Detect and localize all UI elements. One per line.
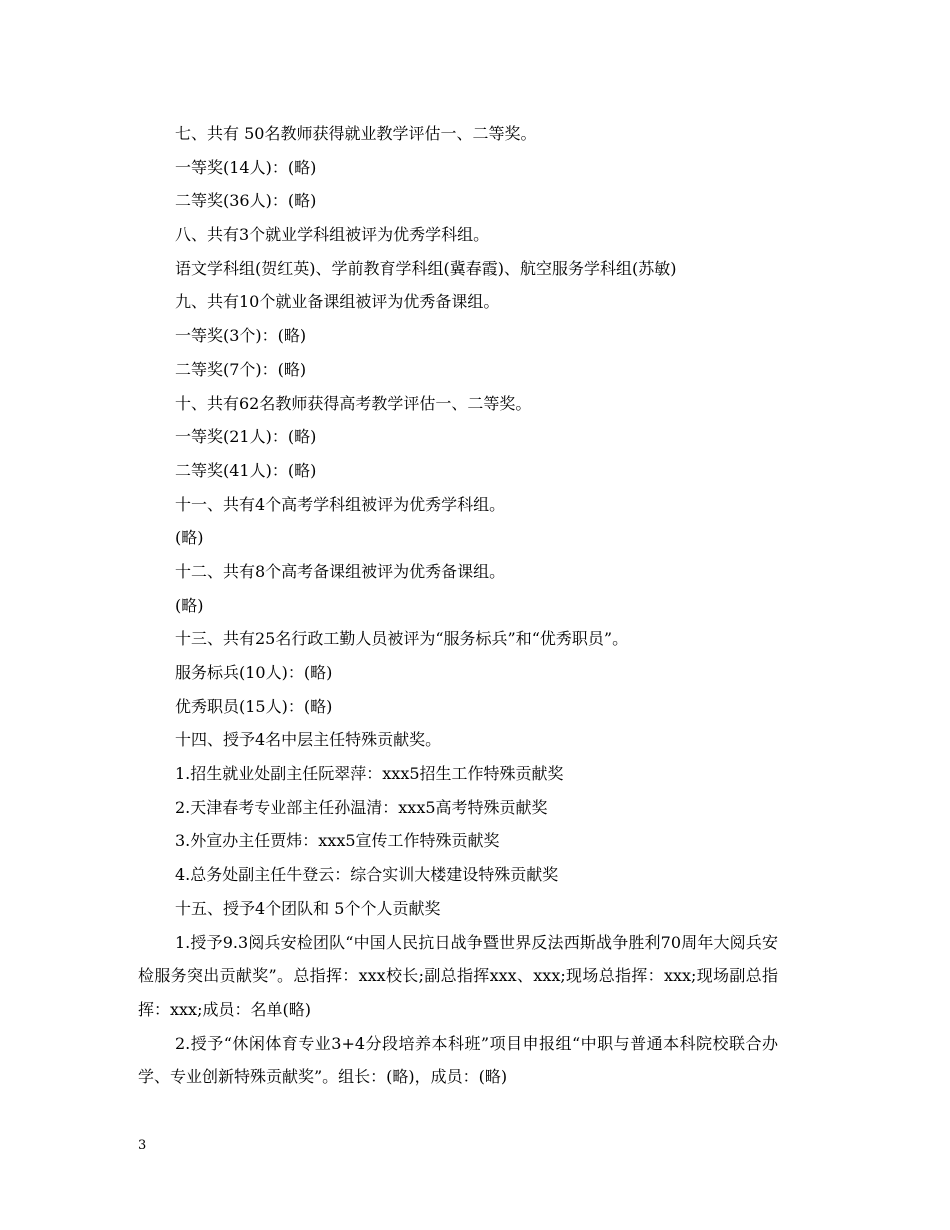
text-line: 服务标兵(10人)：(略): [175, 663, 333, 682]
page-number: 3: [138, 1138, 147, 1153]
section-heading-10: 十、共有62名教师获得高考教学评估一、二等奖。: [175, 393, 532, 413]
section-heading-13: 十三、共有25名行政工勤人员被评为“服务标兵”和“优秀职员”。: [175, 629, 629, 649]
text-line: 二等奖(36人)：(略): [175, 191, 317, 211]
section-heading-15: 十五、授予4个团队和 5个个人贡献奖: [175, 898, 441, 918]
text-line: 一等奖(21人)：(略): [175, 427, 317, 447]
award-paragraph: 1.授予9.3阅兵安检团队“中国人民抗日战争暨世界反法西斯战争胜利70周年大阅兵安检服务突出贡献奖”。总指挥：xxx校长;副总指挥xxx、xxx;现场总指挥：xxx;现场副总指挥：xxx;成员：名单(略): [138, 932, 778, 1019]
text-line: (略): [175, 528, 204, 548]
text-line: 一等奖(14人)：(略): [175, 157, 317, 177]
list-item: 3.外宣办主任贾炜：xxx5宣传工作特殊贡献奖: [175, 831, 500, 851]
section-heading-9: 九、共有10个就业备课组被评为优秀备课组。: [175, 292, 500, 312]
text-line: (略): [175, 595, 204, 615]
text-line: 一等奖(3个)：(略): [175, 326, 307, 346]
section-heading-12: 十二、共有8个高考备课组被评为优秀备课组。: [175, 561, 506, 581]
section-heading-7: 七、共有 50名教师获得就业教学评估一、二等奖。: [175, 124, 537, 143]
section-heading-8: 八、共有3个就业学科组被评为优秀学科组。: [175, 225, 490, 245]
list-item: 4.总务处副主任牛登云：综合实训大楼建设特殊贡献奖: [175, 865, 559, 885]
list-item: 2.天津春考专业部主任孙温清：xxx5高考特殊贡献奖: [175, 797, 548, 817]
text-line: 二等奖(7个)：(略): [175, 359, 307, 379]
award-paragraph: 2.授予“休闲体育专业3+4分段培养本科班”项目申报组“中职与普通本科院校联合办学、专业创新特殊贡献奖”。组长：(略)，成员：(略): [138, 1033, 778, 1087]
list-item: 1.招生就业处副主任阮翠萍：xxx5招生工作特殊贡献奖: [175, 764, 564, 784]
text-line: 语文学科组(贺红英)、学前教育学科组(冀春霞)、航空服务学科组(苏敏): [175, 258, 677, 278]
section-heading-14: 十四、授予4名中层主任特殊贡献奖。: [175, 730, 442, 750]
text-line: 优秀职员(15人)：(略): [175, 696, 333, 716]
document-body: [138, 117, 815, 1094]
text-line: 二等奖(41人)：(略): [175, 460, 317, 480]
section-heading-11: 十一、共有4个高考学科组被评为优秀学科组。: [175, 494, 506, 514]
